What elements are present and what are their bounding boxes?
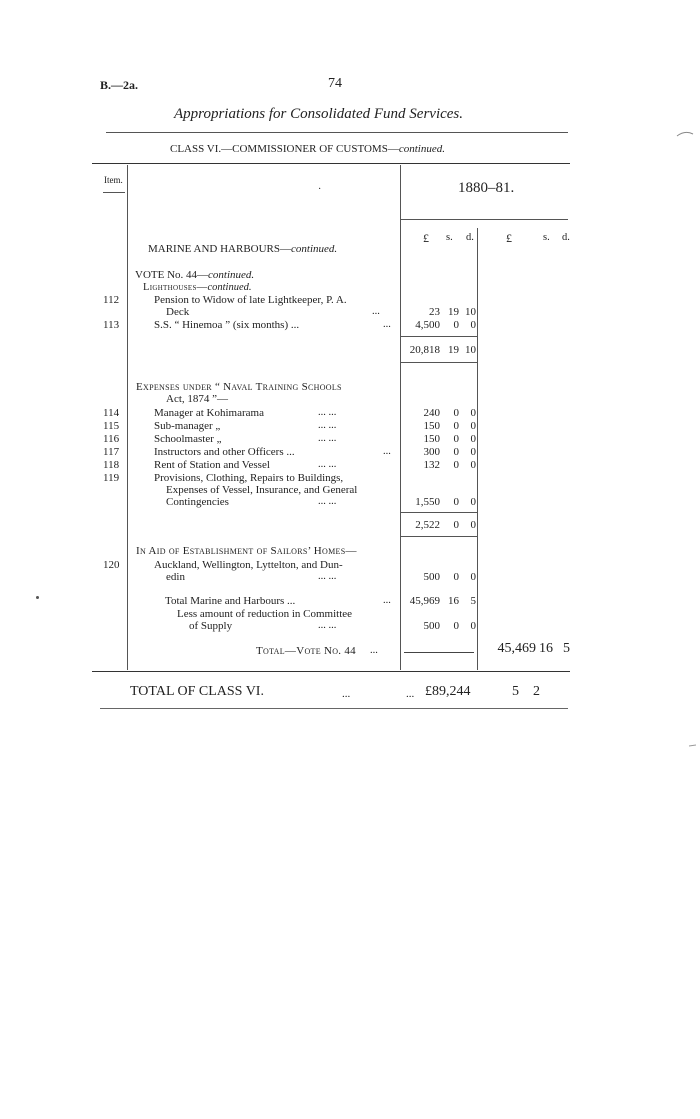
amount-shillings: 0 <box>453 407 459 419</box>
vote-line <box>135 269 254 281</box>
header-rule <box>106 132 568 133</box>
page-number: 74 <box>328 76 342 91</box>
amount-pence: 0 <box>470 446 476 458</box>
subtotal-rule <box>400 536 477 537</box>
class-heading <box>170 143 445 155</box>
row-description-continued: edin <box>166 571 185 583</box>
scan-speck <box>36 596 39 599</box>
shillings-header-2: s. <box>543 232 550 243</box>
running-title: Appropriations for Consolidated Fund Services. <box>174 106 464 122</box>
item-header-rule <box>103 192 125 193</box>
subtotal-pence: 0 <box>470 519 476 531</box>
class-heading-suffix: continued. <box>398 143 445 155</box>
amount-shillings: 0 <box>453 319 459 331</box>
item-number: 112 <box>103 294 120 306</box>
item-number: 118 <box>103 459 120 471</box>
scan-mark <box>675 128 695 140</box>
row-description-continued: Contingencies <box>166 496 229 508</box>
reduction-shillings: 0 <box>453 620 459 632</box>
leader-dots: ... ... <box>318 496 337 507</box>
amount-pence: 0 <box>470 571 476 583</box>
table-bottom-rule <box>92 671 570 672</box>
year-column-header: 1880–81. <box>458 180 515 196</box>
class-total-label: TOTAL OF CLASS VI. <box>130 684 264 699</box>
vote-total-pence: 5 <box>563 641 570 656</box>
leader-dots: ... <box>370 645 378 656</box>
amount-pounds: 23 <box>429 306 440 318</box>
amount-pounds: 4,500 <box>415 319 440 331</box>
lighthouses-line <box>143 282 252 293</box>
amount-shillings: 0 <box>453 446 459 458</box>
subtotal-pounds: 20,818 <box>409 344 440 356</box>
table-top-rule <box>92 163 570 164</box>
amount-shillings: 0 <box>453 571 459 583</box>
subtotal-rule <box>400 362 477 363</box>
amount-shillings: 0 <box>453 420 459 432</box>
leader-dots: ... <box>383 319 391 330</box>
subtotal-pence: 10 <box>465 344 476 356</box>
row-description: Rent of Station and Vessel <box>154 459 270 471</box>
amount-pounds: 1,550 <box>415 496 440 508</box>
footer-rule <box>100 708 568 709</box>
subtotal-shillings: 0 <box>453 519 459 531</box>
total-marine-pounds: 45,969 <box>409 595 440 607</box>
leader-dots: ... ... <box>318 433 337 444</box>
pence-header-2: d. <box>562 232 570 243</box>
amount-pounds: 500 <box>423 571 440 583</box>
amount-pence: 10 <box>465 306 476 318</box>
naval-heading-continued: Act, 1874 ”— <box>166 393 229 405</box>
vote-line-text: VOTE No. 44— <box>135 269 209 281</box>
amount-pounds: 300 <box>423 446 440 458</box>
leader-dots: ... <box>383 446 391 457</box>
lighthouses-suffix: continued. <box>207 282 252 293</box>
amount-column-divider <box>477 228 478 670</box>
row-description: Manager at Kohimarama <box>154 407 264 419</box>
class-heading-text: CLASS VI.—COMMISSIONER OF CUSTOMS— <box>170 143 399 155</box>
subtotal-shillings: 19 <box>448 344 459 356</box>
reduction-pence: 0 <box>470 620 476 632</box>
leader-dots: ... <box>406 688 415 700</box>
class-total-pence: 2 <box>533 684 540 699</box>
vote-line-suffix: continued. <box>208 269 255 281</box>
leader-dots: ... <box>342 688 351 700</box>
header-dot: · <box>318 184 322 195</box>
amount-shillings: 19 <box>448 306 459 318</box>
total-marine-label: Total Marine and Harbours ... <box>165 595 296 607</box>
class-total-shillings: 5 <box>512 684 519 699</box>
section-title-suffix: continued. <box>291 243 338 255</box>
amount-shillings: 0 <box>453 459 459 471</box>
reduction-label: Less amount of reduction in Committee <box>177 608 353 620</box>
amount-pence: 0 <box>470 420 476 432</box>
row-description-continued: Expenses of Vessel, Insurance, and General <box>166 484 358 496</box>
pound-header-2: £ <box>506 231 512 245</box>
subtotal-rule <box>400 512 477 513</box>
total-marine-shillings: 16 <box>448 595 459 607</box>
row-description: Auckland, Wellington, Lyttelton, and Dun- <box>154 559 343 571</box>
item-number: 114 <box>103 407 120 419</box>
amount-pence: 0 <box>470 319 476 331</box>
row-description: Instructors and other Officers ... <box>154 446 295 458</box>
amount-pounds: 150 <box>423 433 440 445</box>
vote-total-shillings: 16 <box>539 641 553 656</box>
amount-pence: 0 <box>470 496 476 508</box>
leader-dots: ... ... <box>318 420 337 431</box>
row-description: Sub-manager „ <box>154 420 221 432</box>
amount-pence: 0 <box>470 433 476 445</box>
leader-dots: ... ... <box>318 459 337 470</box>
row-description: Schoolmaster „ <box>154 433 222 445</box>
subtotal-rule <box>400 336 477 337</box>
scan-mark <box>688 742 698 750</box>
row-description: Provisions, Clothing, Repairs to Buildings, <box>154 472 344 484</box>
sailors-homes-heading: In Aid of Establishment of Sailors’ Homes— <box>136 545 357 557</box>
leader-dots: ... ... <box>318 571 337 582</box>
shillings-header-1: s. <box>446 232 453 243</box>
item-column-header: Item. <box>104 175 123 185</box>
total-marine-pence: 5 <box>470 595 476 607</box>
vote-total-label: Total—Vote No. 44 <box>256 645 356 657</box>
item-column-divider <box>127 165 128 670</box>
class-total-pounds: £89,244 <box>425 684 471 699</box>
amount-pence: 0 <box>470 407 476 419</box>
vote-total-pounds: 45,469 <box>497 641 536 656</box>
amount-pounds: 240 <box>423 407 440 419</box>
subtotal-pounds: 2,522 <box>415 519 440 531</box>
item-number: 117 <box>103 446 120 458</box>
row-description: Pension to Widow of late Lightkeeper, P. A. <box>154 294 347 306</box>
amount-shillings: 0 <box>453 496 459 508</box>
item-number: 115 <box>103 420 120 432</box>
year-header-rule <box>400 219 568 220</box>
document-reference: B.—2a. <box>100 78 139 92</box>
naval-heading: Expenses under “ Naval Training Schools <box>136 381 342 393</box>
row-description: S.S. “ Hinemoa ” (six months) ... <box>154 319 300 331</box>
section-title-text: MARINE AND HARBOURS— <box>148 243 292 255</box>
item-number: 116 <box>103 433 120 445</box>
section-title <box>148 243 337 255</box>
vote-total-dash <box>404 652 474 653</box>
item-number: 120 <box>103 559 120 571</box>
pound-header-1: £ <box>423 231 429 245</box>
item-number: 113 <box>103 319 120 331</box>
reduction-pounds: 500 <box>423 620 440 632</box>
leader-dots: ... ... <box>318 407 337 418</box>
amount-pence: 0 <box>470 459 476 471</box>
item-number: 119 <box>103 472 120 484</box>
leader-dots: ... ... <box>318 620 337 631</box>
leader-dots: ... <box>372 306 380 317</box>
reduction-label-continued: of Supply <box>189 620 233 632</box>
row-description-continued: Deck <box>166 306 190 318</box>
amount-shillings: 0 <box>453 433 459 445</box>
amount-pounds: 132 <box>423 459 440 471</box>
pence-header-1: d. <box>466 232 474 243</box>
leader-dots: ... <box>383 595 391 606</box>
amount-pounds: 150 <box>423 420 440 432</box>
lighthouses-text: Lighthouses— <box>143 282 208 293</box>
